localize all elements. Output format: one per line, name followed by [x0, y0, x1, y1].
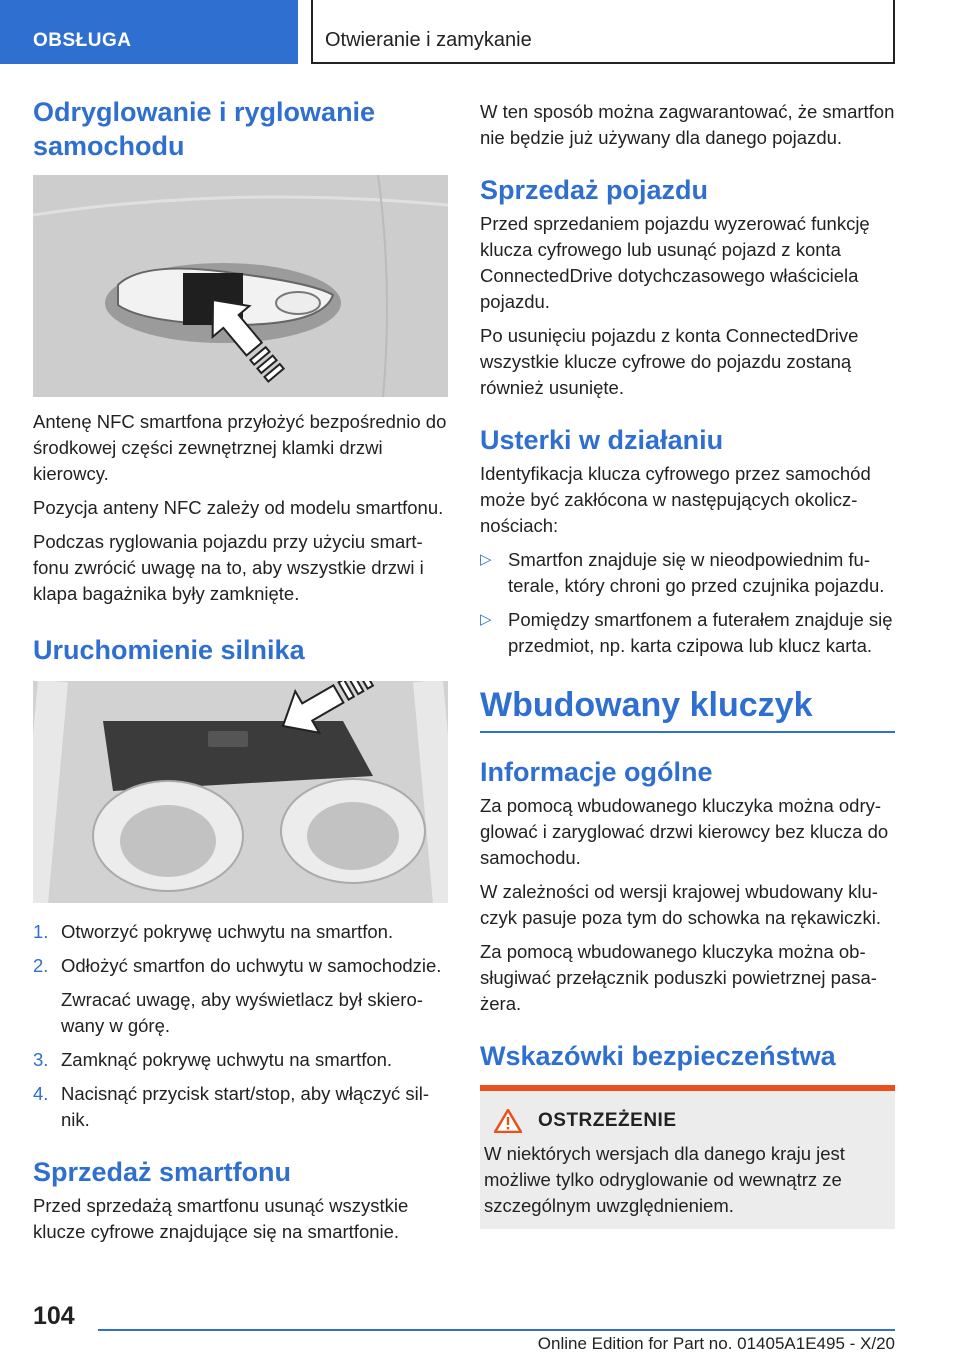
left-column	[33, 95, 448, 1253]
triangle-bullet-icon: ▷	[480, 551, 492, 568]
builtin-key-heading: Wbudowany kluczyk	[480, 685, 895, 733]
faults-heading: Usterki w działaniu	[480, 425, 724, 455]
general-paragraph-3: Za pomocą wbudowanego kluczyka można obsługiwać przełącznik poduszki powietrznej pasażera.	[480, 941, 877, 1014]
step-text: Zamknąć pokrywę uchwytu na smartfon.	[61, 1049, 393, 1070]
warning-text: W niektórych wersjach dla danego kraju jest możliwe tylko odryglowanie od wewnątrz ze szczególnym uwzględnieniem.	[484, 1143, 845, 1216]
warning-title-row	[480, 1109, 879, 1133]
warning-triangle-icon	[494, 1109, 522, 1133]
door-handle-illustration	[33, 175, 448, 397]
step-number: 1.	[33, 921, 49, 942]
warning-title: OSTRZEŻENIE	[538, 1110, 677, 1131]
door-handle-image	[33, 175, 448, 397]
step-text: Odłożyć smartfon do uchwytu w samochodzie.	[61, 955, 442, 976]
warning-box	[480, 1085, 895, 1229]
unlock-paragraph-3: Podczas ryglowania pojazdu przy użyciu smartfonu zwrócić uwagę na to, aby wszystkie drzwi i klapa bagażnika były zamknięte.	[33, 531, 424, 604]
sale-vehicle-paragraph-1: Przed sprzedaniem pojazdu wyzerować funkcję klucza cyfrowego lub usunąć pojazd z konta ConnectedDrive dotychczasowego właściciela pojazdu.	[480, 213, 870, 312]
phone-tray-illustration	[33, 681, 448, 903]
header-section-tab	[0, 0, 298, 64]
sale-vehicle-heading: Sprzedaż pojazdu	[480, 175, 709, 205]
general-paragraph-2: W zależności od wersji krajowej wbudowany kluczyk pasuje poza tym do schowka na rękawiczki.	[480, 881, 882, 928]
list-item	[33, 953, 448, 1039]
header-chapter-tab	[311, 0, 895, 64]
step-text: Otworzyć pokrywę uchwytu na smartfon.	[61, 921, 394, 942]
unlock-heading: Odryglowanie i ryglowanie samochodu	[33, 97, 376, 161]
intro-paragraph: W ten sposób można zagwarantować, że smartfon nie będzie już używany dla danego pojazdu.	[480, 101, 895, 148]
sale-smartphone-paragraph: Przed sprzedażą smartfonu usunąć wszystkie klucze cyfrowe znajdujące się na smartfonie.	[33, 1195, 409, 1242]
step-subtext: Zwracać uwagę, aby wyświetlacz był skierowany w górę.	[61, 989, 423, 1036]
footer-divider	[98, 1329, 895, 1331]
start-engine-heading: Uruchomienie silnika	[33, 635, 305, 665]
footer-edition: Online Edition for Part no. 01405A1E495 - X/20	[537, 1334, 895, 1353]
phone-tray-image	[33, 681, 448, 903]
header-chapter-label: Otwieranie i zamykanie	[325, 29, 532, 51]
step-text: Nacisnąć przycisk start/stop, aby włączyć silnik.	[61, 1083, 430, 1130]
triangle-bullet-icon: ▷	[480, 611, 492, 628]
bullet-text: Smartfon znajduje się w nieodpowiednim futerale, który chroni go przed czujnika pojazdu.	[508, 549, 885, 596]
list-item	[480, 607, 895, 659]
list-item	[33, 1047, 448, 1073]
list-item	[33, 1081, 448, 1133]
page-number: 104	[33, 1302, 75, 1330]
sale-smartphone-heading: Sprzedaż smartfonu	[33, 1157, 292, 1187]
right-column	[480, 99, 895, 1229]
step-number: 4.	[33, 1083, 49, 1104]
list-item	[480, 547, 895, 599]
header-section-label: OBSŁUGA	[33, 30, 132, 51]
sale-vehicle-paragraph-2: Po usunięciu pojazdu z konta ConnectedDrive wszystkie klucze cyfrowe do pojazdu zostaną również usunięte.	[480, 325, 859, 398]
general-info-heading: Informacje ogólne	[480, 757, 713, 787]
safety-heading: Wskazówki bezpieczeństwa	[480, 1041, 836, 1071]
bullet-text: Pomiędzy smartfonem a futerałem znajduje się przedmiot, np. karta czipowa lub klucz karta.	[508, 609, 893, 656]
unlock-paragraph-2: Pozycja anteny NFC zależy od modelu smartfonu.	[33, 497, 444, 518]
faults-paragraph: Identyfikacja klucza cyfrowego przez samochód może być zakłócona w następujących okolicznościach:	[480, 463, 871, 536]
faults-list	[480, 547, 895, 659]
step-number: 3.	[33, 1049, 49, 1070]
start-engine-steps	[33, 919, 448, 1133]
list-item	[33, 919, 448, 945]
general-paragraph-1: Za pomocą wbudowanego kluczyka można odryglować i zaryglować drzwi kierowcy bez klucza do samochodu.	[480, 795, 889, 868]
unlock-paragraph-1: Antenę NFC smartfona przyłożyć bezpośrednio do środkowej części zewnętrznej klamki drzwi kierowcy.	[33, 411, 447, 484]
step-number: 2.	[33, 955, 49, 976]
